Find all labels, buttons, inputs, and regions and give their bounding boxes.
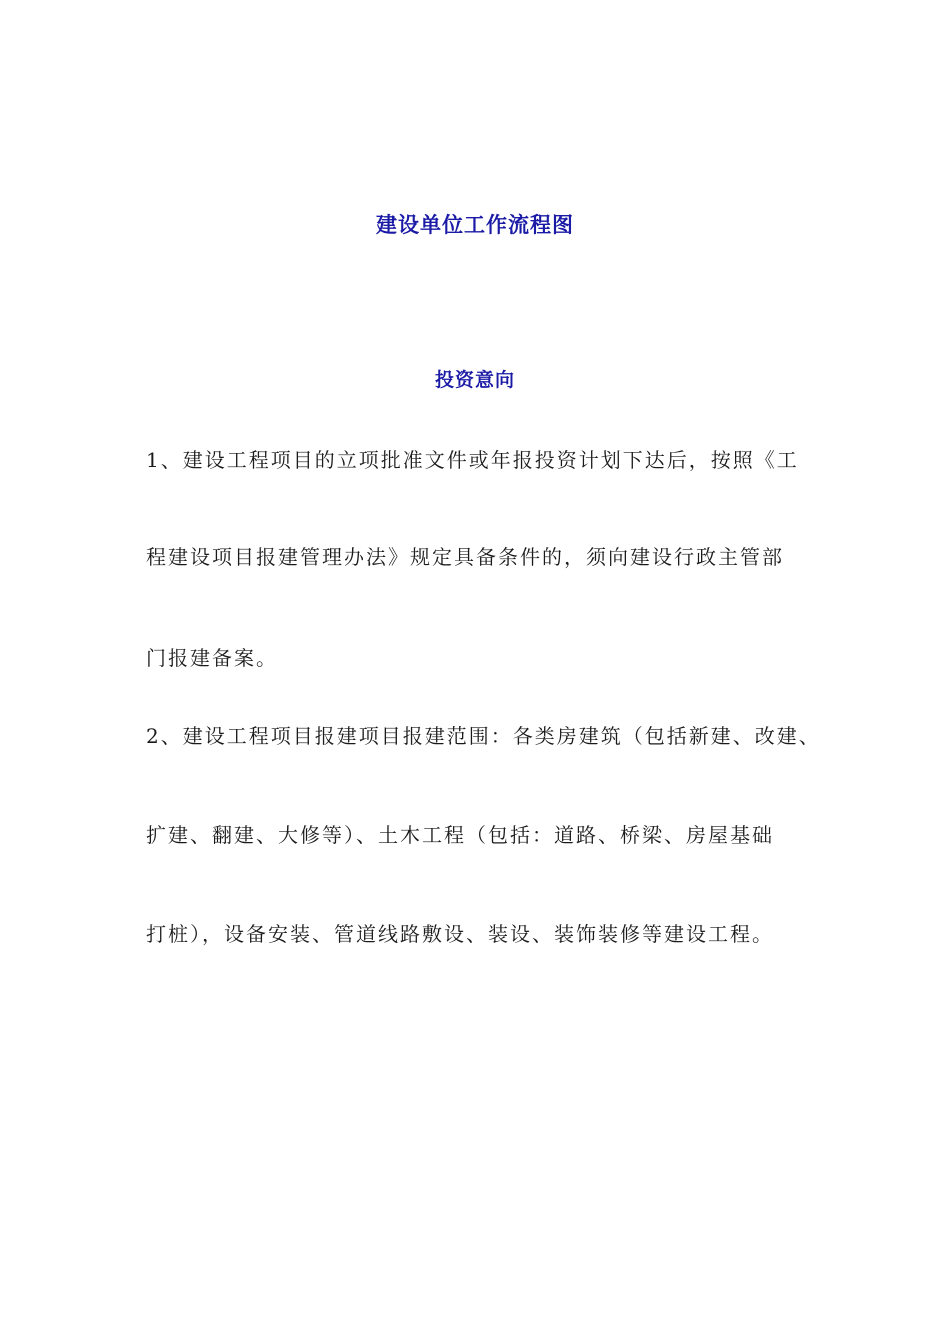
paragraph-2-line-1: 2、建设工程项目报建项目报建范围：各类房建筑（包括新建、改建、	[146, 724, 821, 748]
paragraph-1-line-3: 门报建备案。	[146, 646, 278, 670]
paragraph-2-line-2: 扩建、翻建、大修等）、土木工程（包括：道路、桥梁、房屋基础	[146, 823, 774, 847]
paragraph-1-line-1: 1、建设工程项目的立项批准文件或年报投资计划下达后，按照《工	[146, 448, 799, 472]
section-heading: 投资意向	[434, 369, 515, 391]
paragraph-1-line-2: 程建设项目报建管理办法》规定具备条件的，须向建设行政主管部	[146, 545, 784, 569]
document-title: 建设单位工作流程图	[376, 213, 574, 237]
paragraph-2-line-3: 打桩），设备安装、管道线路敷设、装设、装饰装修等建设工程。	[146, 922, 774, 946]
